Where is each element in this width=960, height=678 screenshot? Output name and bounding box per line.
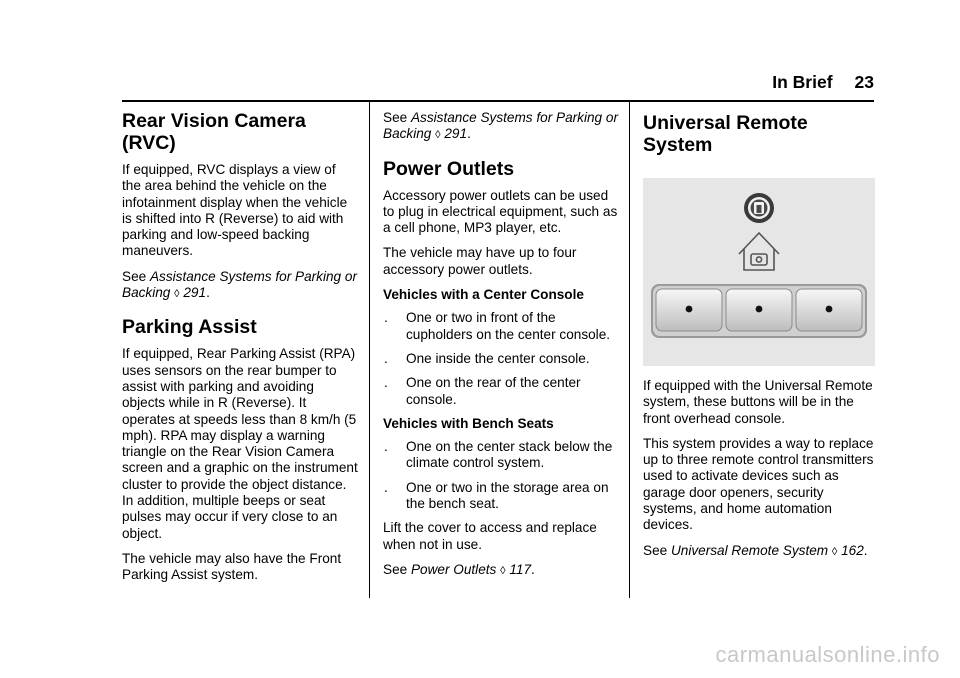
list-item-text: One or two in front of the cupholders on the center console.	[406, 310, 611, 342]
power-outlets-see-page[interactable]: 117	[509, 561, 532, 577]
column-divider	[369, 102, 370, 598]
list-item	[383, 439, 619, 472]
power-outlets-heading: Power Outlets	[383, 157, 515, 180]
see-prefix: See	[383, 110, 411, 125]
header-rule	[122, 100, 874, 102]
page-header	[772, 72, 874, 93]
bullet: .	[384, 310, 388, 326]
continued-see-page[interactable]: 291	[444, 126, 468, 142]
power-outlets-paragraph: Accessory power outlets can be used to plug in electrical equipment, such as a cell phone, MP3 player, etc.	[383, 187, 618, 236]
list-item	[383, 351, 619, 367]
page-number: 23	[854, 72, 874, 92]
list-item	[383, 375, 619, 408]
bullet: .	[384, 375, 388, 391]
power-outlets-count-paragraph: The vehicle may have up to four accessory power outlets.	[383, 245, 577, 277]
rvc-see-reference: See Assistance Systems for Parking or Backing ◊ 291.	[122, 268, 357, 301]
remote-button-3[interactable]	[796, 289, 862, 331]
rvc-heading: Rear Vision Camera (RVC)	[122, 110, 306, 154]
universal-remote-see-page[interactable]: 162	[841, 542, 864, 558]
front-parking-assist-paragraph: The vehicle may also have the Front Parking Assist system.	[122, 550, 342, 583]
center-console-subheading: Vehicles with a Center Console	[383, 287, 584, 303]
page-ref-arrow-icon: ◊	[435, 129, 441, 142]
page-ref-arrow-icon: ◊	[174, 288, 180, 301]
parking-assist-heading: Parking Assist	[122, 316, 257, 339]
list-item	[383, 310, 619, 343]
column-2	[383, 110, 619, 588]
power-outlets-see-reference: See Power Outlets ◊ 117.	[383, 561, 535, 577]
see-prefix: See	[643, 542, 671, 558]
universal-remote-see-link[interactable]: Universal Remote System	[670, 542, 829, 558]
universal-remote-illustration	[643, 178, 875, 366]
rvc-see-link[interactable]: Assistance Systems for Parking or Backing	[122, 268, 357, 301]
page-ref-arrow-icon: ◊	[831, 545, 838, 558]
continued-see-reference: See Assistance Systems for Parking or Backing ◊ 291.	[383, 110, 618, 142]
column-3	[643, 110, 875, 569]
bullet: .	[384, 479, 388, 495]
list-item-text: One or two in the storage area on the bench seat.	[406, 479, 609, 512]
cover-paragraph: Lift the cover to access and replace when not in use.	[383, 520, 597, 552]
universal-remote-figure	[643, 178, 875, 366]
continued-see-link[interactable]: Assistance Systems for Parking or Backing	[383, 110, 618, 142]
section-title: In Brief	[772, 72, 833, 92]
remote-button-1[interactable]	[656, 289, 722, 331]
see-prefix: See	[122, 268, 150, 284]
watermark: carmanualsonline.info	[715, 642, 940, 667]
universal-remote-purpose-paragraph: This system provides a way to replace up to three remote control transmitters used to activate devices such as garage door openers, security systems, and home automation devices.	[643, 435, 874, 533]
see-prefix: See	[383, 561, 411, 577]
column-divider	[629, 102, 630, 598]
universal-remote-heading: Universal Remote System	[643, 112, 808, 156]
page-ref-arrow-icon: ◊	[500, 564, 506, 577]
bullet: .	[384, 350, 388, 366]
parking-assist-paragraph: If equipped, Rear Parking Assist (RPA) uses sensors on the rear bumper to assist with parking and avoiding objects while in R (Reverse). It operates at speeds less than 8 km/h (5 mph). RPA may display a warning triangle on the Rear Vision Camera screen and a graphic on the instrument cluster to provide the object distance. In addition, multiple beeps or seat pulses may occur if very close to an object.	[122, 346, 358, 541]
remote-button-2[interactable]	[726, 289, 792, 331]
list-item	[383, 480, 619, 513]
universal-remote-see-reference: See Universal Remote System ◊ 162.	[643, 542, 868, 558]
universal-remote-paragraph: If equipped with the Universal Remote system, these buttons will be in the front overhead console.	[643, 378, 873, 426]
bench-seats-subheading: Vehicles with Bench Seats	[383, 415, 554, 431]
list-item-text: One on the center stack below the climate control system.	[406, 439, 613, 471]
power-outlets-see-link[interactable]: Power Outlets	[410, 561, 497, 577]
rvc-paragraph: If equipped, RVC displays a view of the area behind the vehicle on the infotainment display when the vehicle is shifted into R (Reverse) to aid with parking and low-speed backing maneuvers.	[122, 162, 348, 259]
rvc-see-page[interactable]: 291	[183, 285, 207, 301]
column-1	[122, 110, 358, 593]
list-item-text: One on the rear of the center console.	[406, 375, 581, 407]
list-item-text: One inside the center console.	[406, 350, 590, 366]
status-indicator-icon	[744, 193, 774, 223]
bullet: .	[384, 439, 388, 455]
